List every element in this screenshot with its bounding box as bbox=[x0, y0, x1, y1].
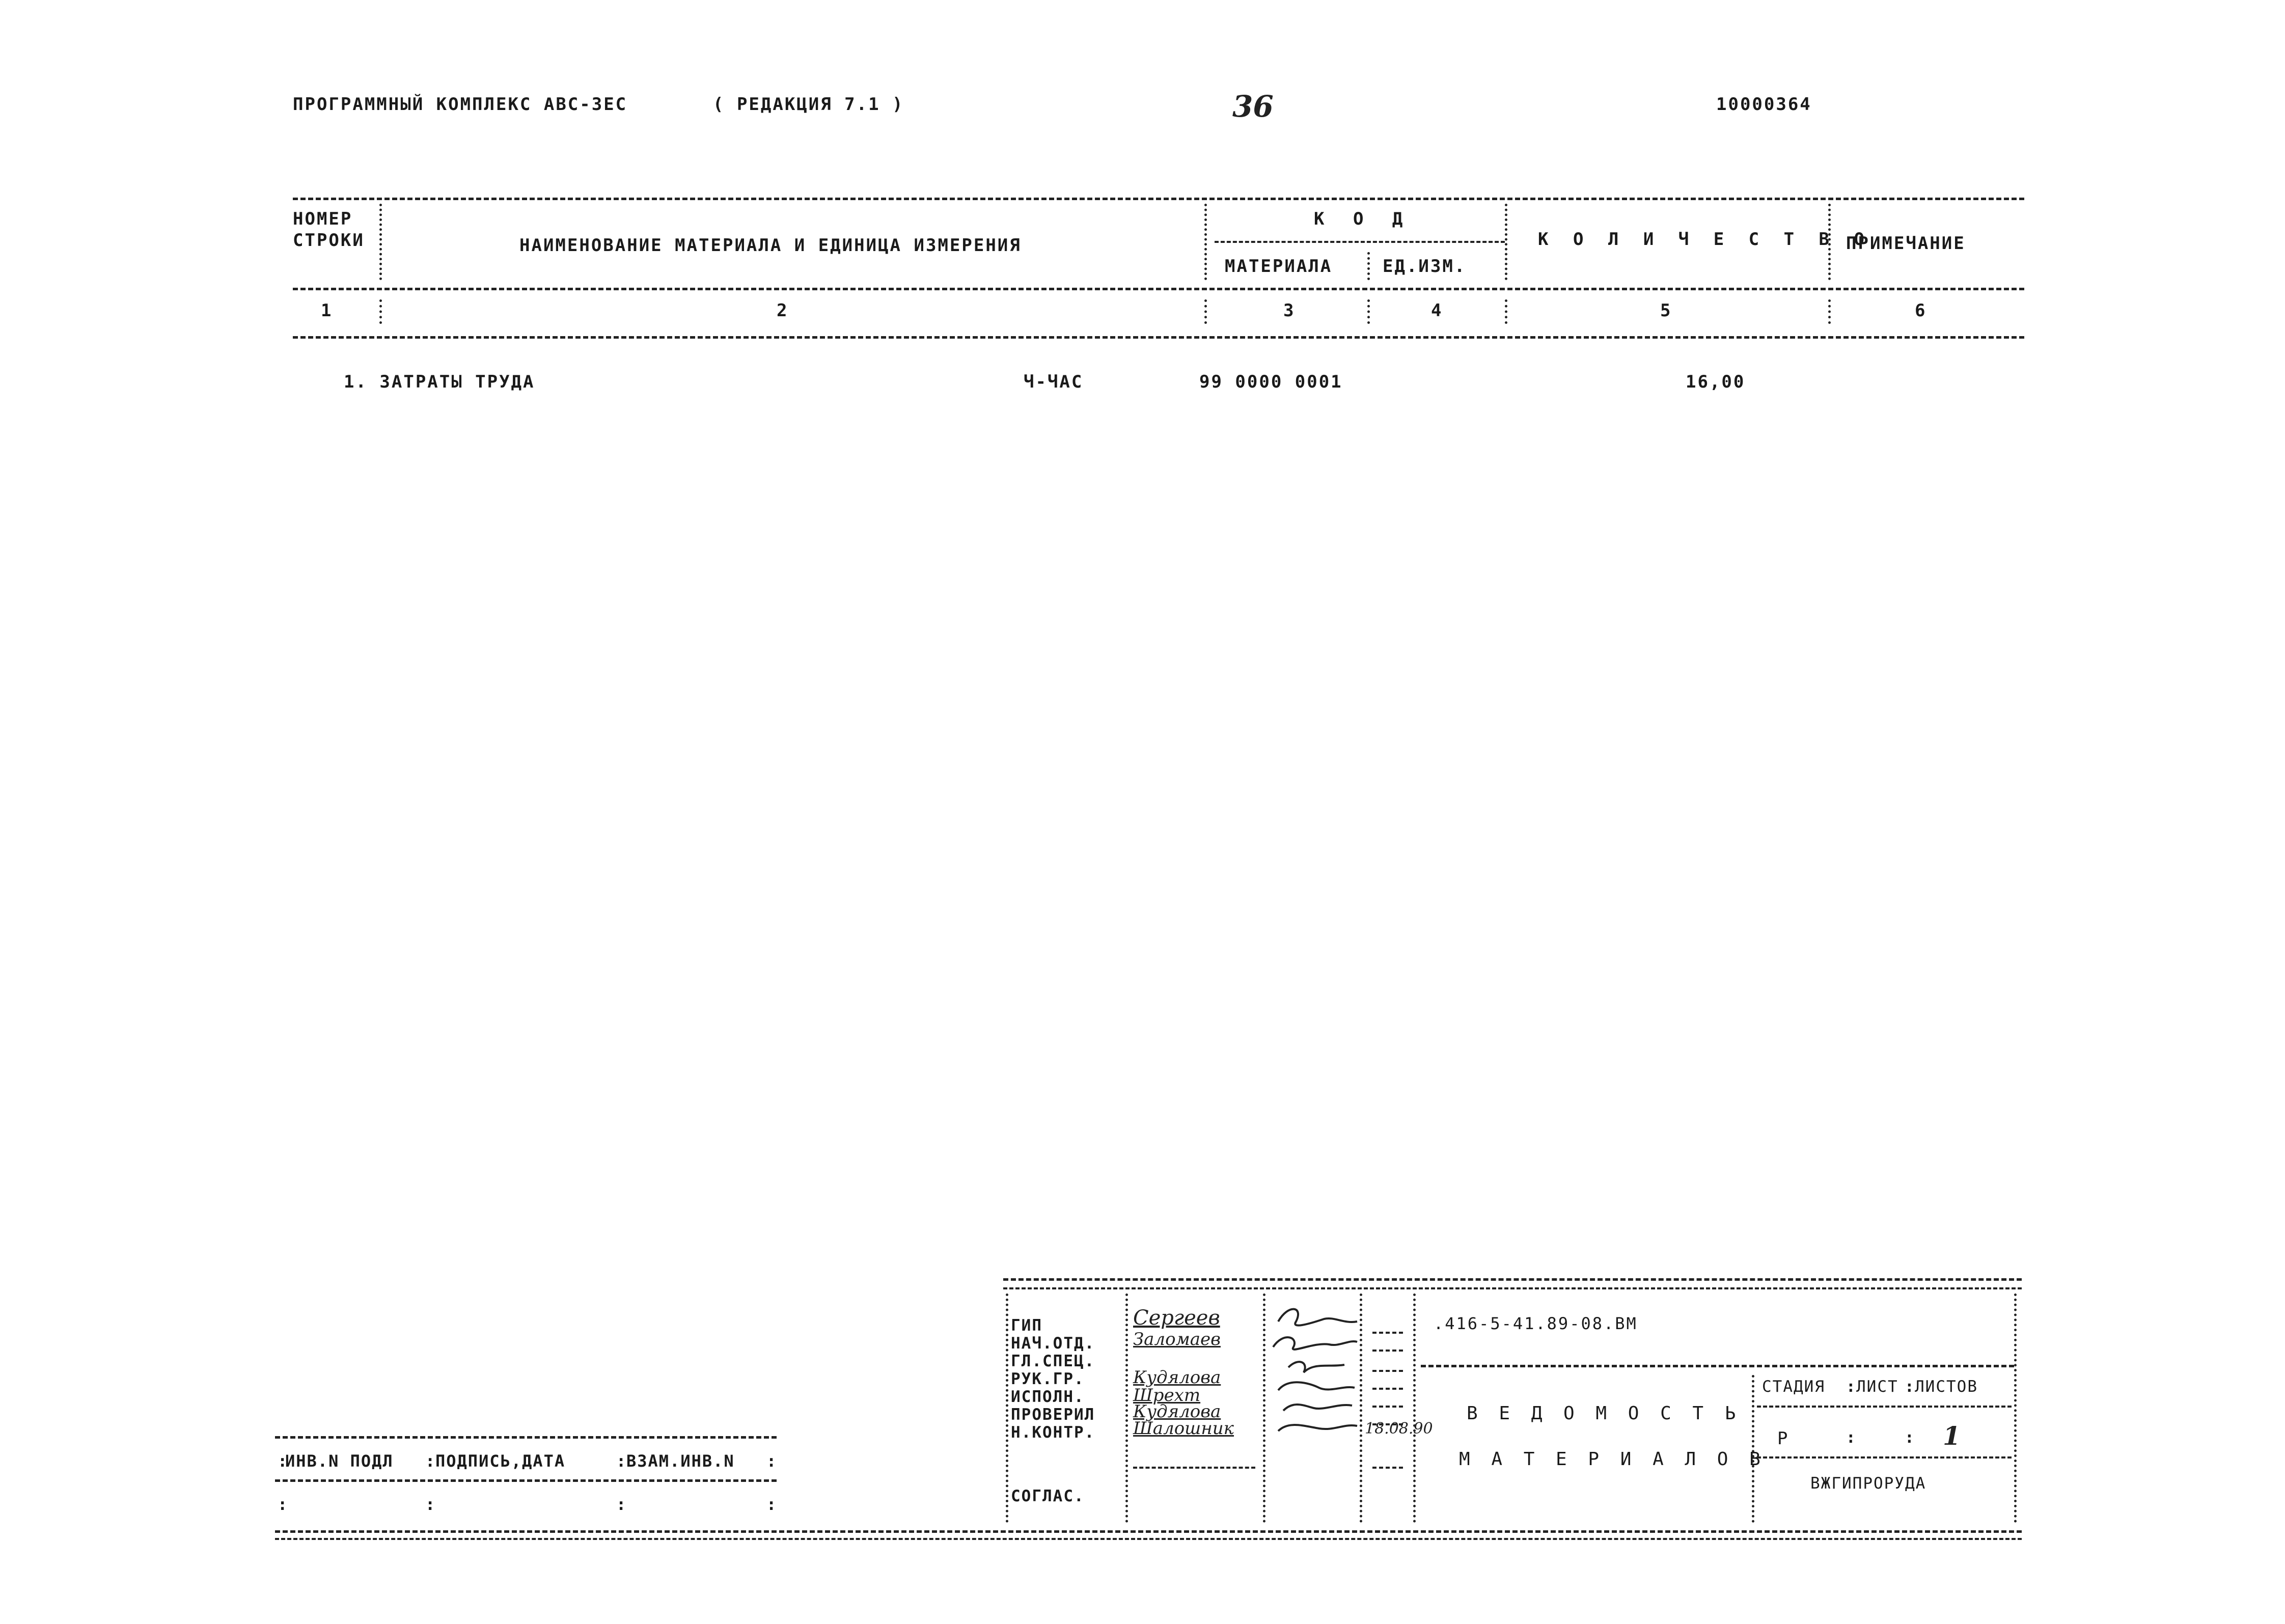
name-ruk-gr: Кудялова bbox=[1133, 1367, 1221, 1388]
col-quantity-header: К О Л И Ч Е С Т В О bbox=[1538, 229, 1871, 250]
signatures-image bbox=[1268, 1301, 1360, 1439]
doc-title-line1: В Е Д О М О С Т Ь bbox=[1467, 1403, 1741, 1424]
col-row-number-line1: НОМЕР bbox=[293, 209, 353, 229]
organization: ВЖГИПРОРУДА bbox=[1810, 1474, 1926, 1493]
col-code-header: К О Д bbox=[1314, 209, 1412, 229]
sheets-label: ЛИСТОВ bbox=[1915, 1378, 1978, 1396]
col-note-header: ПРИМЕЧАНИЕ bbox=[1846, 233, 1966, 254]
col-num-4: 4 bbox=[1431, 300, 1443, 321]
role-n-kontr: Н.КОНТР. bbox=[1011, 1423, 1095, 1442]
inv-podl-label: ИНВ.N ПОДЛ bbox=[285, 1451, 394, 1471]
sign-date-label: ПОДПИСЬ,ДАТА bbox=[435, 1451, 566, 1471]
vzam-inv-label: ВЗАМ.ИНВ.N bbox=[626, 1451, 735, 1471]
stage-value: Р bbox=[1777, 1428, 1788, 1449]
col-num-2: 2 bbox=[777, 300, 789, 321]
role-ruk-gr: РУК.ГР. bbox=[1011, 1370, 1085, 1388]
sheets-value: 1 bbox=[1943, 1421, 1961, 1451]
name-n-kontr: Шалошник bbox=[1133, 1418, 1234, 1439]
col-num-3: 3 bbox=[1283, 300, 1296, 321]
col-num-5: 5 bbox=[1660, 300, 1672, 321]
name-nach-otd: Заломаев bbox=[1133, 1329, 1221, 1350]
col-code-unit: ЕД.ИЗМ. bbox=[1383, 256, 1467, 277]
role-gl-spec: ГЛ.СПЕЦ. bbox=[1011, 1352, 1095, 1370]
col-name-header: НАИМЕНОВАНИЕ МАТЕРИАЛА И ЕДИНИЦА ИЗМЕРЕНИЯ bbox=[519, 235, 1022, 256]
page-number: 36 bbox=[1232, 89, 1274, 124]
col-num-6: 6 bbox=[1915, 300, 1927, 321]
col-row-number-line2: СТРОКИ bbox=[293, 230, 365, 251]
row-unit: Ч-ЧАС bbox=[1024, 372, 1084, 392]
role-soglas: СОГЛАС. bbox=[1011, 1487, 1085, 1505]
role-ispoln: ИСПОЛН. bbox=[1011, 1388, 1085, 1406]
sheet-label: ЛИСТ bbox=[1856, 1378, 1898, 1396]
stage-label: СТАДИЯ bbox=[1762, 1378, 1825, 1396]
name-gip: Сергеев bbox=[1133, 1306, 1220, 1330]
edition-label: ( РЕДАКЦИЯ 7.1 ) bbox=[713, 94, 904, 115]
row-code: 99 0000 0001 bbox=[1199, 372, 1343, 392]
col-code-material: МАТЕРИАЛА bbox=[1225, 256, 1333, 277]
doc-code: 10000364 bbox=[1716, 94, 1812, 115]
col-num-1: 1 bbox=[321, 300, 333, 321]
date-note: 18.08.90 bbox=[1365, 1420, 1433, 1438]
row-quantity: 16,00 bbox=[1686, 372, 1746, 392]
doc-title-line2: М А Т Е Р И А Л О В bbox=[1459, 1449, 1766, 1470]
name-proveril: Кудялова bbox=[1133, 1401, 1221, 1422]
table-top-border bbox=[293, 198, 2024, 200]
role-gip: ГИП bbox=[1011, 1316, 1042, 1335]
role-nach-otd: НАЧ.ОТД. bbox=[1011, 1334, 1095, 1353]
program-title: ПРОГРАММНЫЙ КОМПЛЕКС АВС-3ЕС bbox=[293, 94, 628, 115]
row-name: 1. ЗАТРАТЫ ТРУДА bbox=[344, 372, 535, 392]
name-ispoln: Шрехт bbox=[1133, 1385, 1201, 1406]
designation: .416-5-41.89-08.ВМ bbox=[1434, 1314, 1638, 1333]
role-proveril: ПРОВЕРИЛ bbox=[1011, 1406, 1095, 1424]
